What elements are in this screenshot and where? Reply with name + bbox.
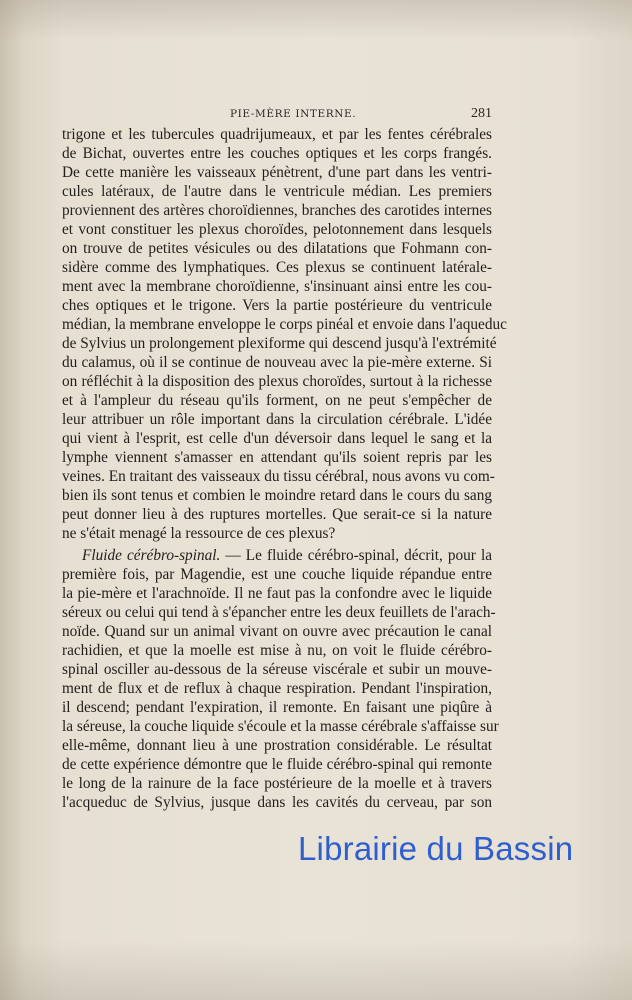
text-line: sidère comme des lymphatiques. Ces plexus se continuent latérale- xyxy=(62,259,492,276)
text-line: première fois, par Magendie, est une couche liquide répandue entre xyxy=(62,566,492,583)
running-title: PIE-MÈRE INTERNE. xyxy=(230,108,357,120)
text-line: trigone et les tubercules quadrijumeaux, et par les fentes cérébrales xyxy=(62,126,492,143)
text-line: peut donner lieu à des ruptures mortelles. Que serait-ce si la nature xyxy=(62,506,492,523)
running-head xyxy=(80,108,492,124)
text-line: ne s'était menagé la ressource de ces plexus? xyxy=(62,525,336,542)
text-line: ches optiques et le trigone. Vers la partie postérieure du ventricule xyxy=(62,297,492,314)
text-line: ment de flux et de reflux à chaque respiration. Pendant l'inspiration, xyxy=(62,680,492,697)
text-line: qui vient à l'esprit, est celle d'un déversoir dans lequel le sang et la xyxy=(62,430,492,447)
text-line: cules latéraux, de l'autre dans le ventricule médian. Les premiers xyxy=(62,183,492,200)
text-line: rachidien, et que la moelle est mise à nu, on voit le fluide cérébro- xyxy=(62,642,492,659)
text-line: et à l'ampleur du réseau qu'ils forment, on ne peut s'empêcher de xyxy=(62,392,492,409)
text-line: proviennent des artères choroïdiennes, branches des carotides internes xyxy=(62,202,492,219)
text-line: spinal osciller au-dessous de la séreuse viscérale et subir un mouve- xyxy=(62,661,492,678)
text-line: la pie-mère et l'arachnoïde. Il ne faut pas la confondre avec le liquide xyxy=(62,585,492,602)
text-line: leur attribuer un rôle important dans la circulation cérébrale. L'idée xyxy=(62,411,492,428)
section-heading: Fluide cérébro-spinal. xyxy=(82,547,221,564)
text-line: lymphe viennent s'amasser en attendant qu'ils soient repris par les xyxy=(62,449,492,466)
text-line: ment avec la membrane choroïdienne, s'insinuant ainsi entre les cou- xyxy=(62,278,492,295)
text-line: on trouve de petites vésicules ou des dilatations que Fohmann con- xyxy=(62,240,492,257)
text-line xyxy=(62,546,492,565)
text-line: de cette expérience démontre que le fluide cérébro-spinal qui remonte xyxy=(62,756,492,773)
text-line: veines. En traitant des vaisseaux du tissu cérébral, nous avons vu com- xyxy=(62,468,495,485)
text-line-rest: — Le fluide cérébro-spinal, décrit, pour la xyxy=(220,547,492,564)
page-shadow-bottom xyxy=(0,940,632,1000)
paragraph-plexus xyxy=(62,125,507,543)
paragraph-fluide-cerebro-spinal xyxy=(62,546,499,812)
text-line: et vont constituer les plexus choroïdes, pelotonnement dans lesquels xyxy=(62,221,492,238)
text-line: médian, la membrane enveloppe le corps pinéal et envoie dans l'aqueduc xyxy=(62,316,507,333)
text-line: le long de la rainure de la face postérieure de la moelle et à travers xyxy=(62,775,492,792)
text-line: bien ils sont tenus et combien le moindre retard dans le cours du sang xyxy=(62,487,492,504)
page-number: 281 xyxy=(471,106,492,121)
text-line: on réfléchit à la disposition des plexus choroïdes, surtout à la richesse xyxy=(62,373,492,390)
text-line: De cette manière les vaisseaux pénètrent, d'une part dans les ventri- xyxy=(62,164,492,181)
text-line: la séreuse, la couche liquide s'écoule et la masse cérébrale s'affaisse sur xyxy=(62,718,499,735)
text-line: de Sylvius un prolongement plexiforme qui descend jusqu'à l'extrémité xyxy=(62,335,497,352)
text-line: noïde. Quand sur un animal vivant on ouvre avec précaution le canal xyxy=(62,623,492,640)
page-shadow-top xyxy=(0,0,632,40)
watermark-text: Librairie du Bassin xyxy=(298,830,574,867)
text-line: elle-même, donnant lieu à une prostration considérable. Le résultat xyxy=(62,737,492,754)
text-line: l'acqueduc de Sylvius, jusque dans les cavités du cerveau, par son xyxy=(62,794,492,811)
body-text xyxy=(62,125,507,812)
text-line: de Bichat, ouvertes entre les couches optiques et les corps frangés. xyxy=(62,145,492,162)
text-line: du calamus, où il se continue de nouveau avec la pie-mère externe. Si xyxy=(62,354,492,371)
text-line: séreux ou celui qui tend à s'épancher entre les deux feuillets de l'arach- xyxy=(62,604,496,621)
text-line: il descend; pendant l'expiration, il remonte. En faisant une piqûre à xyxy=(62,699,492,716)
